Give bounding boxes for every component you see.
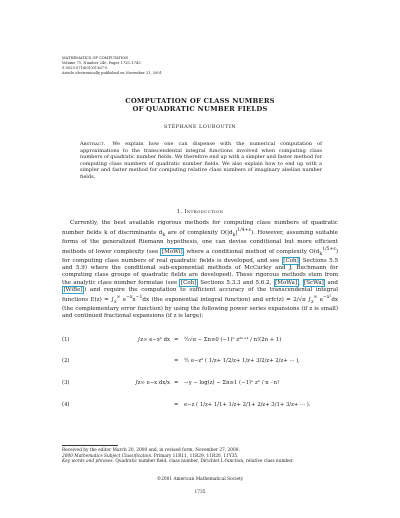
equation-rhs: ½ e−z² ( 1/z+ 1/2/z+ 1/z+ 3/2/z+ 2/z+ ··· ), [184,358,300,364]
keywords: Quadratic number field, class number, Dirichlet L-function, relative class number. [113,459,294,465]
body-sup: −x [126,294,133,300]
citation-link[interactable]: [Coh] [180,279,197,286]
keywords-label: Key words and phrases. [62,459,114,465]
copyright: ©2001 American Mathematical Society [156,477,244,482]
intro-paragraph [62,220,338,320]
body-sub: k [319,252,323,258]
body-sub: k [162,233,166,239]
body-text: ). However, assuming suitable forms of the generalized Riemann hypothesis, one can devise conditional but more efficient methods of lower complexity (see [62,229,338,256]
citation-link[interactable]: [Coh] [283,258,299,265]
footnote-rule [62,445,118,446]
journal-volume: Volume 71, Number 240, Pages 1735–1743 [62,61,141,65]
body-text: Currently, the best available rigorous methods for computing class numbers of quadratic number fields k of discriminants d [62,220,338,236]
body-text: | [235,229,238,236]
body-sup: 1/5+ε [322,247,336,253]
footnotes [62,448,338,465]
body-text: 2/√π [293,296,306,303]
abstract [80,141,322,181]
body-text: and [325,279,338,286]
citation-link[interactable]: [WiBe] [63,286,83,293]
title-line-2: OF QUADRATIC NUMBER FIELDS [132,105,268,114]
equation-lhs: ∫z∞ e−x dx/x [134,380,170,386]
equation-lhs: ∫z∞ e−x² dx [137,337,170,343]
journal-header [62,56,162,76]
body-text: e [120,296,127,303]
equation-sign: = [174,402,179,408]
body-sup: ∞ [313,294,318,300]
equation-number: (2) [62,358,70,364]
body-text: ) for computing class numbers of real quadratic fields is developed, and see [62,249,338,265]
citation-link[interactable]: [MoWi] [161,249,183,256]
citation-link[interactable]: [MoWa] [275,279,297,286]
body-text: dx (the complementary error function) by using the following power series expansions (if z is small) and continued fractional expansions (if z is large): [62,296,339,319]
body-sup: −x² [323,294,332,300]
equation-sign: = [174,380,179,386]
abstract-label: Abstract. [80,141,106,147]
body-text: ∫ [305,296,312,303]
msc-codes: Primary 11R11, 11R29, 11R20, 11Y35. [152,453,239,459]
keywords-note [62,459,338,465]
equation-rhs: e−z ( 1/z+ 1/1+ 1/z+ 2/1+ 2/z+ 3/1+ 3/z+ ··· ). [184,402,311,408]
section-heading [0,209,400,215]
paper-title [0,97,400,114]
section-title: Introduction [184,209,224,215]
body-text: where a conditional method of complexity O(d [184,249,320,256]
body-sup: 1/4+ε [237,228,251,234]
citation-link[interactable]: [ScWa] [304,279,324,286]
journal-name: MATHEMATICS OF COMPUTATION [62,56,129,60]
body-sub: k [232,233,236,239]
body-sub: z [114,299,117,305]
body-text: dx (the exponential integral function) and erfc(z) = [142,296,294,303]
section-number: 1. [176,209,183,215]
page-number: 1735 [194,490,206,495]
equation-rhs: −γ − log(z) − Σn≥1 (−1)ⁿ zⁿ / n · n! [184,380,280,386]
body-text: Sections 5.5 and 5.9) where the conditional sub-exponential methods of McCurley and J. Buchmann for computing class groups of quadratic fields are developed). These rigorous methods stem from the analytic class number formulae (see [62,258,338,286]
journal-issn: S 0025-5718(01)01367-0 [62,66,108,70]
abstract-text: We explain how one can dispense with the numerical computation of approximations to the transcendental integral functions involved when computing class numbers of quadratic number fields. We therefore end up with a simpler and faster method for computing class numbers of quadratic number fields. We also explain how to end up with a simpler and faster method for computing relative class numbers of imaginary abelian number fields. [80,141,323,180]
journal-published: Article electronically published on November 21, 2001 [62,71,162,75]
body-text: Sections 5.3.3 and 5.6.2, [197,279,274,286]
equation-sign: = [174,358,179,364]
msc-label: 2000 Mathematics Subject Classification. [62,453,153,459]
equation-number: (1) [62,337,70,343]
body-text: e [317,296,324,303]
body-sub: z [311,299,314,305]
body-text: ) and require the computation to sufficient accuracy of the transcendental integral functions E(z) = ∫ [62,286,338,303]
body-text: , [298,279,303,286]
author: STÉPHANE LOUBOUTIN [164,124,236,130]
body-text: x [132,296,136,303]
body-text: are of complexity O(|d [165,229,233,236]
title-line-1: COMPUTATION OF CLASS NUMBERS [125,97,275,105]
equation-number: (3) [62,380,70,386]
body-sup: −1 [135,294,143,300]
equation-rhs: ½√π − Σn≥0 (−1)ⁿ z²ⁿ⁺¹ / n!(2n + 1) [184,337,282,343]
equation-number: (4) [62,402,70,408]
received-note: Received by the editor March 20, 2000 and, in revised form, November 27, 2000. [62,448,240,453]
equation-sign: = [174,337,179,343]
body-sup: ∞ [116,294,121,300]
